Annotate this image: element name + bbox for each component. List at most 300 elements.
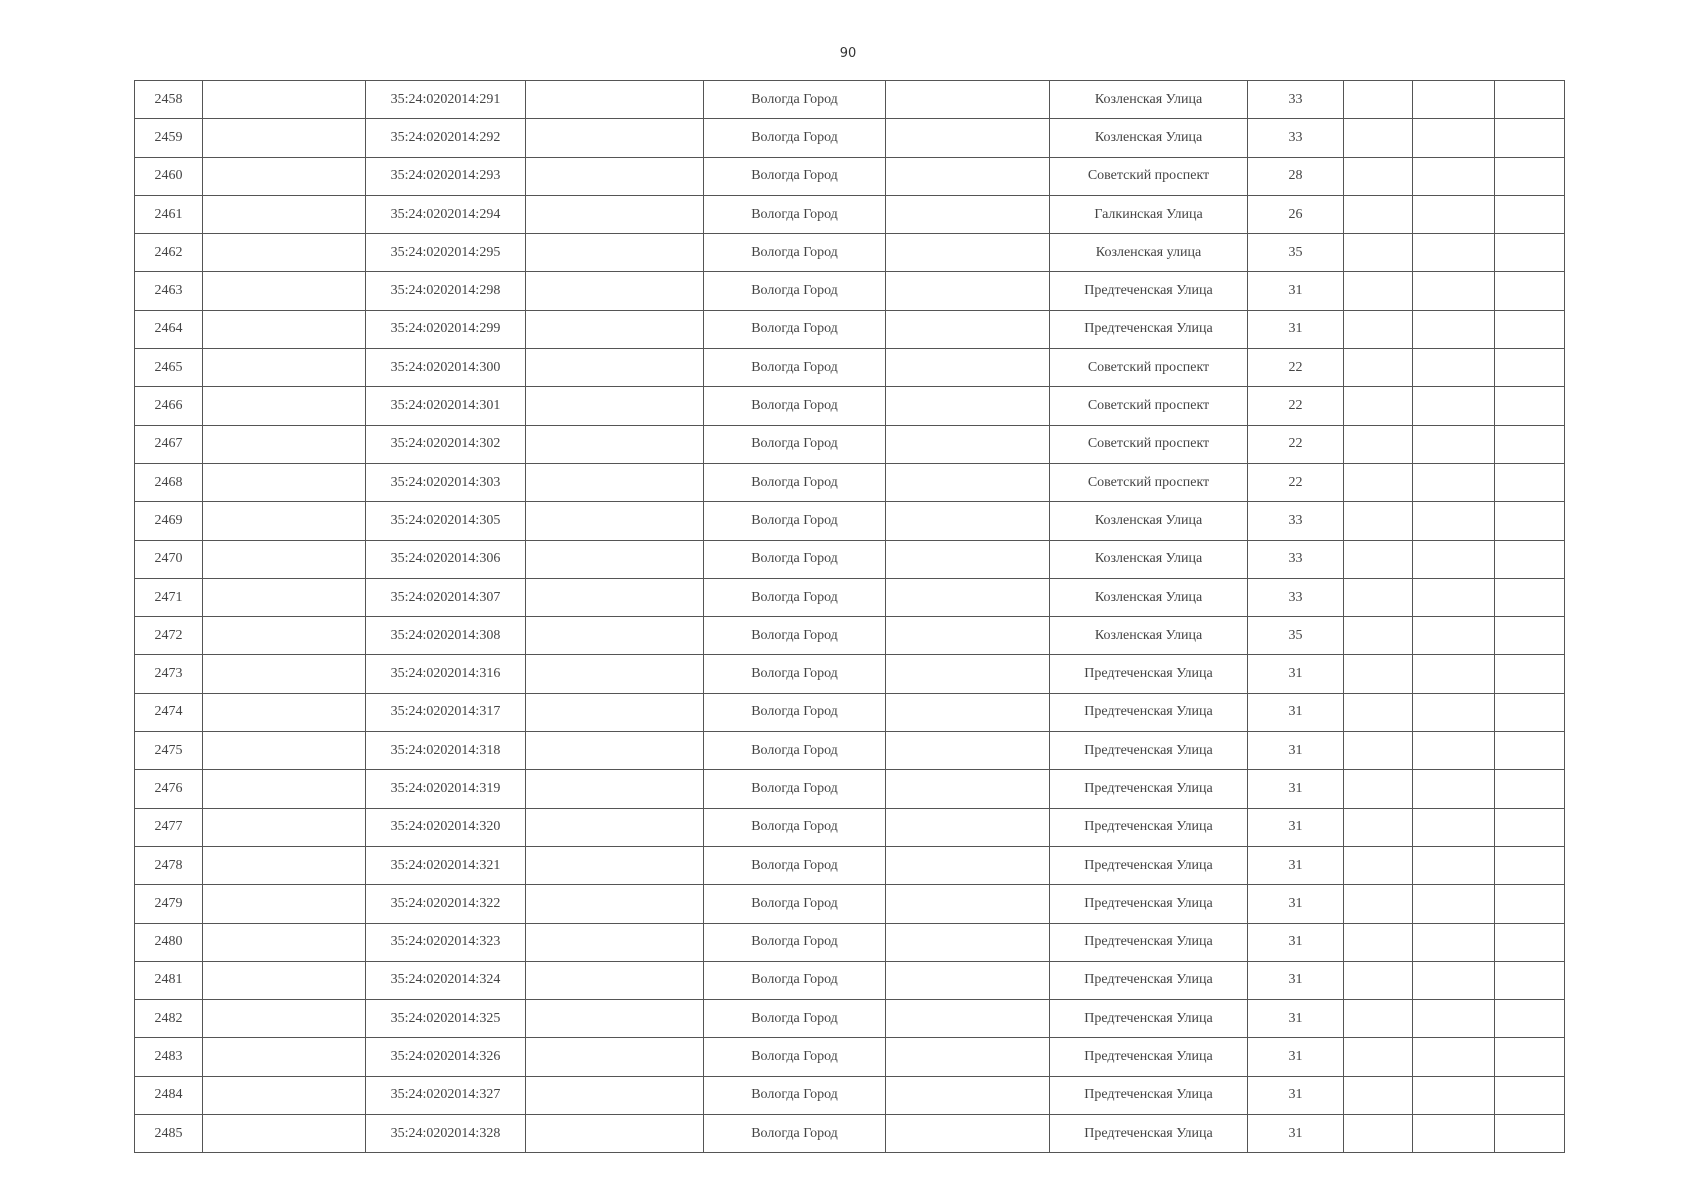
house-number-cell: 22 [1248,425,1344,463]
table-row [135,425,1565,463]
empty-cell [1413,846,1495,884]
table-row [135,1038,1565,1076]
cadastral-number-cell: 35:24:0202014:306 [366,540,526,578]
empty-cell [1413,81,1495,119]
empty-cell [886,310,1050,348]
empty-cell [203,655,366,693]
cadastral-number-cell: 35:24:0202014:302 [366,425,526,463]
empty-cell [1344,119,1413,157]
empty-cell [1495,463,1565,501]
house-number-cell: 31 [1248,1038,1344,1076]
empty-cell [1413,578,1495,616]
empty-cell [526,1115,704,1153]
street-cell: Предтеченская Улица [1050,1038,1248,1076]
house-number-cell: 33 [1248,578,1344,616]
table-row [135,655,1565,693]
empty-cell [1495,1000,1565,1038]
empty-cell [886,578,1050,616]
street-cell: Предтеченская Улица [1050,961,1248,999]
empty-cell [1413,1115,1495,1153]
table-body [135,81,1565,1153]
empty-cell [203,195,366,233]
table-row [135,234,1565,272]
cadastral-number-cell: 35:24:0202014:307 [366,578,526,616]
house-number-cell: 31 [1248,846,1344,884]
empty-cell [1344,693,1413,731]
empty-cell [203,578,366,616]
table-row [135,693,1565,731]
empty-cell [1495,425,1565,463]
house-number-cell: 31 [1248,885,1344,923]
empty-cell [526,770,704,808]
empty-cell [1344,885,1413,923]
street-cell: Предтеченская Улица [1050,1076,1248,1114]
empty-cell [1344,923,1413,961]
empty-cell [526,693,704,731]
row-number-cell: 2472 [135,617,203,655]
empty-cell [526,195,704,233]
street-cell: Козленская Улица [1050,540,1248,578]
street-cell: Галкинская Улица [1050,195,1248,233]
empty-cell [1344,157,1413,195]
row-number-cell: 2480 [135,923,203,961]
empty-cell [203,119,366,157]
street-cell: Предтеченская Улица [1050,770,1248,808]
row-number-cell: 2470 [135,540,203,578]
empty-cell [203,1115,366,1153]
empty-cell [526,885,704,923]
empty-cell [1413,1000,1495,1038]
house-number-cell: 22 [1248,349,1344,387]
empty-cell [203,961,366,999]
house-number-cell: 22 [1248,387,1344,425]
empty-cell [1344,349,1413,387]
row-number-cell: 2471 [135,578,203,616]
empty-cell [1413,693,1495,731]
empty-cell [1495,617,1565,655]
house-number-cell: 31 [1248,808,1344,846]
city-cell: Вологда Город [704,502,886,540]
city-cell: Вологда Город [704,1115,886,1153]
street-cell: Предтеченская Улица [1050,1115,1248,1153]
table-row [135,846,1565,884]
house-number-cell: 33 [1248,502,1344,540]
street-cell: Предтеченская Улица [1050,808,1248,846]
row-number-cell: 2466 [135,387,203,425]
city-cell: Вологда Город [704,693,886,731]
house-number-cell: 31 [1248,1076,1344,1114]
city-cell: Вологда Город [704,732,886,770]
empty-cell [886,961,1050,999]
empty-cell [526,349,704,387]
table-row [135,81,1565,119]
empty-cell [1344,578,1413,616]
empty-cell [1413,502,1495,540]
cadastral-number-cell: 35:24:0202014:319 [366,770,526,808]
table-row [135,502,1565,540]
table-row [135,1076,1565,1114]
cadastral-number-cell: 35:24:0202014:308 [366,617,526,655]
row-number-cell: 2474 [135,693,203,731]
empty-cell [1344,961,1413,999]
empty-cell [1344,387,1413,425]
empty-cell [526,961,704,999]
empty-cell [1413,1076,1495,1114]
house-number-cell: 31 [1248,1000,1344,1038]
empty-cell [1495,1076,1565,1114]
empty-cell [1495,808,1565,846]
empty-cell [886,1115,1050,1153]
empty-cell [1495,157,1565,195]
empty-cell [1344,1038,1413,1076]
empty-cell [886,81,1050,119]
house-number-cell: 31 [1248,693,1344,731]
cadastral-number-cell: 35:24:0202014:324 [366,961,526,999]
empty-cell [1413,1038,1495,1076]
empty-cell [1495,693,1565,731]
empty-cell [526,1076,704,1114]
empty-cell [1413,272,1495,310]
empty-cell [1344,310,1413,348]
empty-cell [1344,617,1413,655]
street-cell: Предтеченская Улица [1050,885,1248,923]
empty-cell [203,502,366,540]
empty-cell [1344,81,1413,119]
cadastral-number-cell: 35:24:0202014:298 [366,272,526,310]
empty-cell [203,234,366,272]
empty-cell [1495,846,1565,884]
cadastral-number-cell: 35:24:0202014:316 [366,655,526,693]
empty-cell [1413,770,1495,808]
house-number-cell: 26 [1248,195,1344,233]
row-number-cell: 2482 [135,1000,203,1038]
city-cell: Вологда Город [704,808,886,846]
empty-cell [1413,310,1495,348]
empty-cell [1344,463,1413,501]
cadastral-number-cell: 35:24:0202014:328 [366,1115,526,1153]
city-cell: Вологда Город [704,234,886,272]
empty-cell [1495,234,1565,272]
row-number-cell: 2468 [135,463,203,501]
empty-cell [1495,349,1565,387]
city-cell: Вологда Город [704,885,886,923]
cadastral-number-cell: 35:24:0202014:294 [366,195,526,233]
house-number-cell: 31 [1248,961,1344,999]
street-cell: Предтеченская Улица [1050,846,1248,884]
empty-cell [1495,1038,1565,1076]
empty-cell [1413,808,1495,846]
table-row [135,349,1565,387]
cadastral-number-cell: 35:24:0202014:301 [366,387,526,425]
empty-cell [1413,195,1495,233]
empty-cell [886,1000,1050,1038]
row-number-cell: 2469 [135,502,203,540]
city-cell: Вологда Город [704,540,886,578]
cadastral-number-cell: 35:24:0202014:320 [366,808,526,846]
empty-cell [203,846,366,884]
cadastral-number-cell: 35:24:0202014:325 [366,1000,526,1038]
city-cell: Вологда Город [704,1076,886,1114]
empty-cell [526,808,704,846]
empty-cell [1495,387,1565,425]
empty-cell [526,425,704,463]
row-number-cell: 2473 [135,655,203,693]
table-row [135,387,1565,425]
row-number-cell: 2458 [135,81,203,119]
empty-cell [886,349,1050,387]
empty-cell [203,349,366,387]
cadastral-number-cell: 35:24:0202014:293 [366,157,526,195]
empty-cell [1413,540,1495,578]
page-number: 90 [839,46,857,61]
table-row [135,808,1565,846]
street-cell: Предтеченская Улица [1050,923,1248,961]
empty-cell [1344,195,1413,233]
empty-cell [526,119,704,157]
cadastral-number-cell: 35:24:0202014:303 [366,463,526,501]
empty-cell [1495,1115,1565,1153]
empty-cell [203,923,366,961]
row-number-cell: 2478 [135,846,203,884]
table-row [135,578,1565,616]
house-number-cell: 31 [1248,770,1344,808]
cadastral-number-cell: 35:24:0202014:326 [366,1038,526,1076]
row-number-cell: 2465 [135,349,203,387]
street-cell: Советский проспект [1050,387,1248,425]
empty-cell [203,617,366,655]
empty-cell [1344,425,1413,463]
street-cell: Советский проспект [1050,425,1248,463]
empty-cell [526,540,704,578]
empty-cell [203,885,366,923]
house-number-cell: 33 [1248,119,1344,157]
table-row [135,310,1565,348]
empty-cell [526,272,704,310]
empty-cell [1344,808,1413,846]
city-cell: Вологда Город [704,617,886,655]
empty-cell [886,195,1050,233]
city-cell: Вологда Город [704,119,886,157]
empty-cell [886,502,1050,540]
empty-cell [526,1000,704,1038]
table-row [135,540,1565,578]
city-cell: Вологда Город [704,846,886,884]
row-number-cell: 2464 [135,310,203,348]
empty-cell [1344,272,1413,310]
empty-cell [886,1038,1050,1076]
row-number-cell: 2467 [135,425,203,463]
empty-cell [203,81,366,119]
cadastral-number-cell: 35:24:0202014:327 [366,1076,526,1114]
cadastral-number-cell: 35:24:0202014:318 [366,732,526,770]
city-cell: Вологда Город [704,961,886,999]
house-number-cell: 31 [1248,310,1344,348]
table-row [135,157,1565,195]
empty-cell [526,502,704,540]
empty-cell [1344,655,1413,693]
empty-cell [886,157,1050,195]
street-cell: Козленская улица [1050,234,1248,272]
city-cell: Вологда Город [704,387,886,425]
street-cell: Советский проспект [1050,349,1248,387]
city-cell: Вологда Город [704,349,886,387]
empty-cell [886,463,1050,501]
house-number-cell: 31 [1248,923,1344,961]
street-cell: Козленская Улица [1050,502,1248,540]
street-cell: Советский проспект [1050,463,1248,501]
empty-cell [1413,349,1495,387]
empty-cell [886,617,1050,655]
city-cell: Вологда Город [704,81,886,119]
cadastral-number-cell: 35:24:0202014:322 [366,885,526,923]
empty-cell [886,1076,1050,1114]
empty-cell [1413,463,1495,501]
empty-cell [1413,387,1495,425]
empty-cell [526,617,704,655]
house-number-cell: 31 [1248,655,1344,693]
cadastral-number-cell: 35:24:0202014:299 [366,310,526,348]
cadastral-number-cell: 35:24:0202014:317 [366,693,526,731]
table-row [135,617,1565,655]
empty-cell [1495,540,1565,578]
table-row [135,885,1565,923]
row-number-cell: 2463 [135,272,203,310]
empty-cell [526,234,704,272]
table-row [135,770,1565,808]
empty-cell [886,387,1050,425]
empty-cell [1344,1115,1413,1153]
city-cell: Вологда Город [704,923,886,961]
row-number-cell: 2484 [135,1076,203,1114]
house-number-cell: 31 [1248,1115,1344,1153]
empty-cell [203,425,366,463]
empty-cell [1413,923,1495,961]
empty-cell [1495,770,1565,808]
table-row [135,272,1565,310]
house-number-cell: 31 [1248,732,1344,770]
street-cell: Предтеченская Улица [1050,732,1248,770]
empty-cell [1495,272,1565,310]
empty-cell [526,1038,704,1076]
row-number-cell: 2476 [135,770,203,808]
empty-cell [886,770,1050,808]
house-number-cell: 35 [1248,617,1344,655]
city-cell: Вологда Город [704,195,886,233]
empty-cell [526,157,704,195]
empty-cell [526,81,704,119]
empty-cell [1344,732,1413,770]
empty-cell [1495,885,1565,923]
empty-cell [1495,502,1565,540]
empty-cell [886,923,1050,961]
empty-cell [526,846,704,884]
empty-cell [886,693,1050,731]
table-row [135,1000,1565,1038]
house-number-cell: 22 [1248,463,1344,501]
street-cell: Козленская Улица [1050,81,1248,119]
street-cell: Козленская Улица [1050,578,1248,616]
cadastral-number-cell: 35:24:0202014:295 [366,234,526,272]
street-cell: Предтеченская Улица [1050,1000,1248,1038]
empty-cell [203,808,366,846]
cadastral-number-cell: 35:24:0202014:323 [366,923,526,961]
empty-cell [1344,540,1413,578]
cadastral-number-cell: 35:24:0202014:292 [366,119,526,157]
empty-cell [1495,961,1565,999]
empty-cell [886,885,1050,923]
registry-table [134,80,1565,1153]
cadastral-number-cell: 35:24:0202014:321 [366,846,526,884]
table-row [135,732,1565,770]
empty-cell [1413,234,1495,272]
empty-cell [1413,885,1495,923]
house-number-cell: 31 [1248,272,1344,310]
empty-cell [203,540,366,578]
city-cell: Вологда Город [704,578,886,616]
row-number-cell: 2481 [135,961,203,999]
empty-cell [526,578,704,616]
empty-cell [1495,578,1565,616]
house-number-cell: 33 [1248,81,1344,119]
city-cell: Вологда Город [704,1000,886,1038]
empty-cell [1344,846,1413,884]
empty-cell [886,425,1050,463]
empty-cell [526,387,704,425]
city-cell: Вологда Город [704,770,886,808]
row-number-cell: 2479 [135,885,203,923]
row-number-cell: 2459 [135,119,203,157]
empty-cell [203,693,366,731]
empty-cell [1413,425,1495,463]
street-cell: Советский проспект [1050,157,1248,195]
empty-cell [203,1038,366,1076]
empty-cell [1413,617,1495,655]
row-number-cell: 2462 [135,234,203,272]
empty-cell [886,234,1050,272]
empty-cell [203,157,366,195]
table-row [135,961,1565,999]
empty-cell [886,808,1050,846]
empty-cell [886,655,1050,693]
street-cell: Козленская Улица [1050,119,1248,157]
empty-cell [886,119,1050,157]
row-number-cell: 2483 [135,1038,203,1076]
empty-cell [886,846,1050,884]
city-cell: Вологда Город [704,310,886,348]
empty-cell [203,770,366,808]
row-number-cell: 2485 [135,1115,203,1153]
empty-cell [526,655,704,693]
empty-cell [1495,310,1565,348]
city-cell: Вологда Город [704,157,886,195]
empty-cell [1413,732,1495,770]
empty-cell [203,272,366,310]
empty-cell [526,732,704,770]
cadastral-number-cell: 35:24:0202014:305 [366,502,526,540]
row-number-cell: 2460 [135,157,203,195]
empty-cell [1495,81,1565,119]
empty-cell [526,310,704,348]
empty-cell [526,463,704,501]
empty-cell [1495,655,1565,693]
empty-cell [203,1000,366,1038]
empty-cell [1495,732,1565,770]
empty-cell [203,1076,366,1114]
house-number-cell: 35 [1248,234,1344,272]
table-row [135,463,1565,501]
street-cell: Предтеченская Улица [1050,272,1248,310]
street-cell: Козленская Улица [1050,617,1248,655]
